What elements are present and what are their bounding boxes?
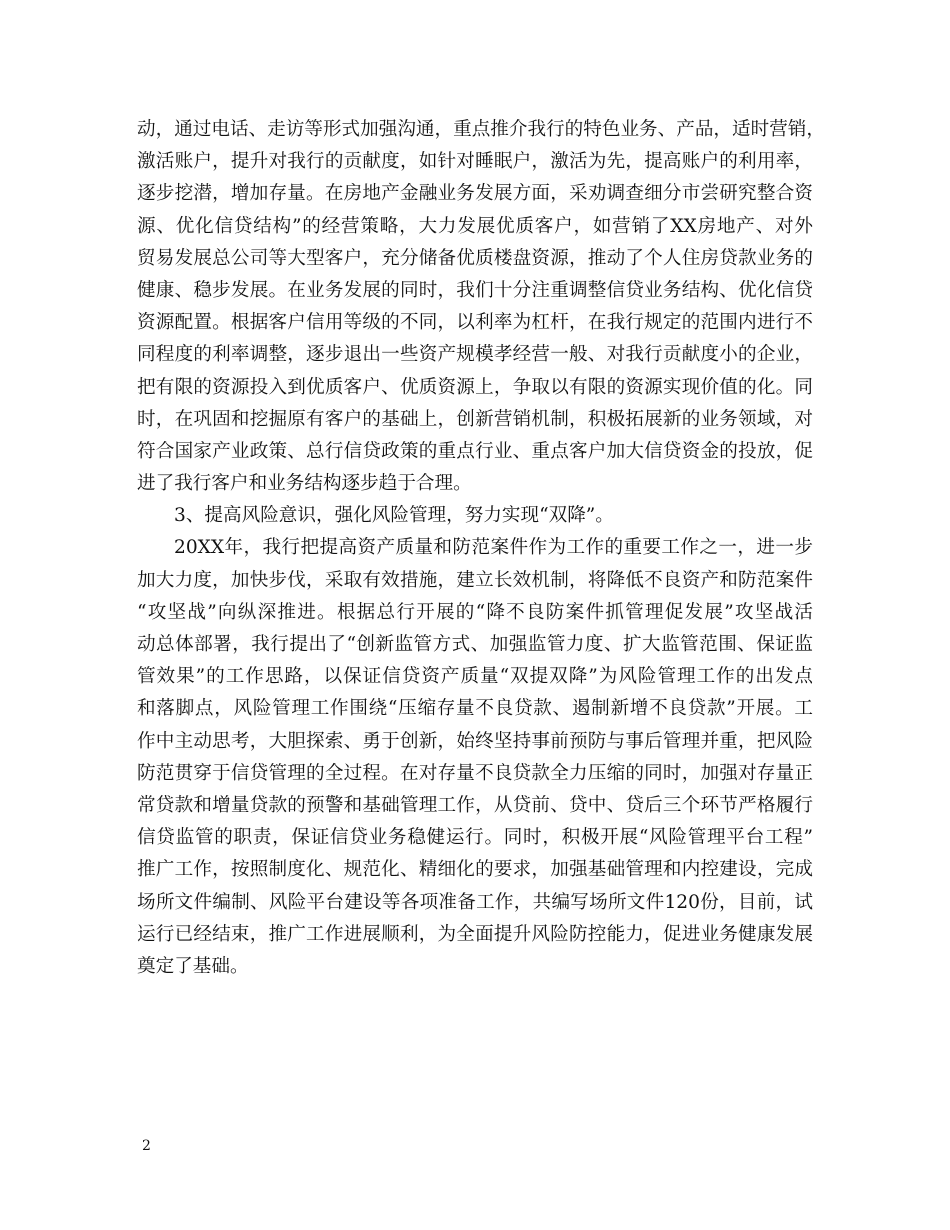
text-line: 逐步挖潜，增加存量。在房地产金融业务发展方面，采劝调查细分市尝研究整合资 (137, 183, 813, 205)
text-line: 作中主动思考，大胆探索、勇于创新，始终坚持事前预防与事后管理并重，把风险 (137, 730, 813, 752)
text-line: 推广工作，按照制度化、规范化、精细化的要求，加强基础管理和内控建设，完成 (137, 859, 813, 881)
text-line: 防范贯穿于信贷管理的全过程。在对存量不良贷款全力压缩的同时，加强对存量正 (137, 762, 813, 784)
text-line: 符合国家产业政策、总行信贷政策的重点行业、重点客户加大信贷资金的投放，促 (137, 440, 813, 462)
text-line: 运行已经结束，推广工作进展顺利，为全面提升风险防控能力，促进业务健康发展 (137, 923, 813, 945)
text-line: 加大力度，加快步伐，采取有效措施，建立长效机制，将降低不良资产和防范案件 (137, 569, 813, 591)
page-number: 2 (142, 1138, 151, 1154)
text-line: 激活账户，提升对我行的贡献度，如针对睡眠户，激活为先，提高账户的利用率， (137, 151, 813, 173)
text-line: 资源配置。根据客户信用等级的不同，以利率为杠杆，在我行规定的范围内进行不 (137, 312, 813, 334)
text-line: 动总体部署，我行提出了“创新监管方式、加强监管力度、扩大监管范围、保证监 (137, 634, 813, 655)
text-line: 场所文件编制、风险平台建设等各项准备工作，共编写场所文件120份，目前，试 (137, 891, 813, 913)
text-line: “攻坚战”向纵深推进。根据总行开展的“降不良防案件抓管理促发展”攻坚战活 (137, 601, 813, 623)
text-line: 源、优化信贷结构”的经营策略，大力发展优质客户，如营销了XX房地产、对外 (137, 215, 813, 237)
text-line: 时，在巩固和挖掘原有客户的基础上，创新营销机制，积极拓展新的业务领域，对 (137, 408, 813, 430)
text-line: 和落脚点，风险管理工作围绕“压缩存量不良贷款、遏制新增不良贷款”开展。工 (137, 698, 813, 720)
body-text (137, 114, 825, 983)
text-line: 常贷款和增量贷款的预警和基础管理工作，从贷前、贷中、贷后三个环节严格履行 (137, 794, 813, 816)
text-line: 20XX年，我行把提高资产质量和防范案件作为工作的重要工作之一，进一步 (174, 537, 813, 559)
text-line: 进了我行客户和业务结构逐步趋于合理。 (137, 473, 472, 495)
text-line: 把有限的资源投入到优质客户、优质资源上，争取以有限的资源实现价值的化。同 (137, 376, 813, 398)
text-line: 贸易发展总公司等大型客户，充分储备优质楼盘资源，推动了个人住房贷款业务的 (137, 247, 813, 269)
text-line: 奠定了基础。 (137, 955, 249, 977)
text-line: 管效果”的工作思路，以保证信贷资产质量“双提双降”为风险管理工作的出发点 (137, 666, 813, 688)
text-line: 同程度的利率调整，逐步退出一些资产规模孝经营一般、对我行贡献度小的企业， (137, 344, 813, 366)
text-line: 动，通过电话、走访等形式加强沟通，重点推介我行的特色业务、产品，适时营销， (137, 119, 825, 140)
section-heading: 3、提高风险意识，强化风险管理，努力实现“双降”。 (174, 505, 614, 527)
text-line: 信贷监管的职责，保证信贷业务稳健运行。同时，积极开展“风险管理平台工程” (137, 827, 813, 849)
text-line: 健康、稳步发展。在业务发展的同时，我们十分注重调整信贷业务结构、优化信贷 (137, 279, 813, 301)
